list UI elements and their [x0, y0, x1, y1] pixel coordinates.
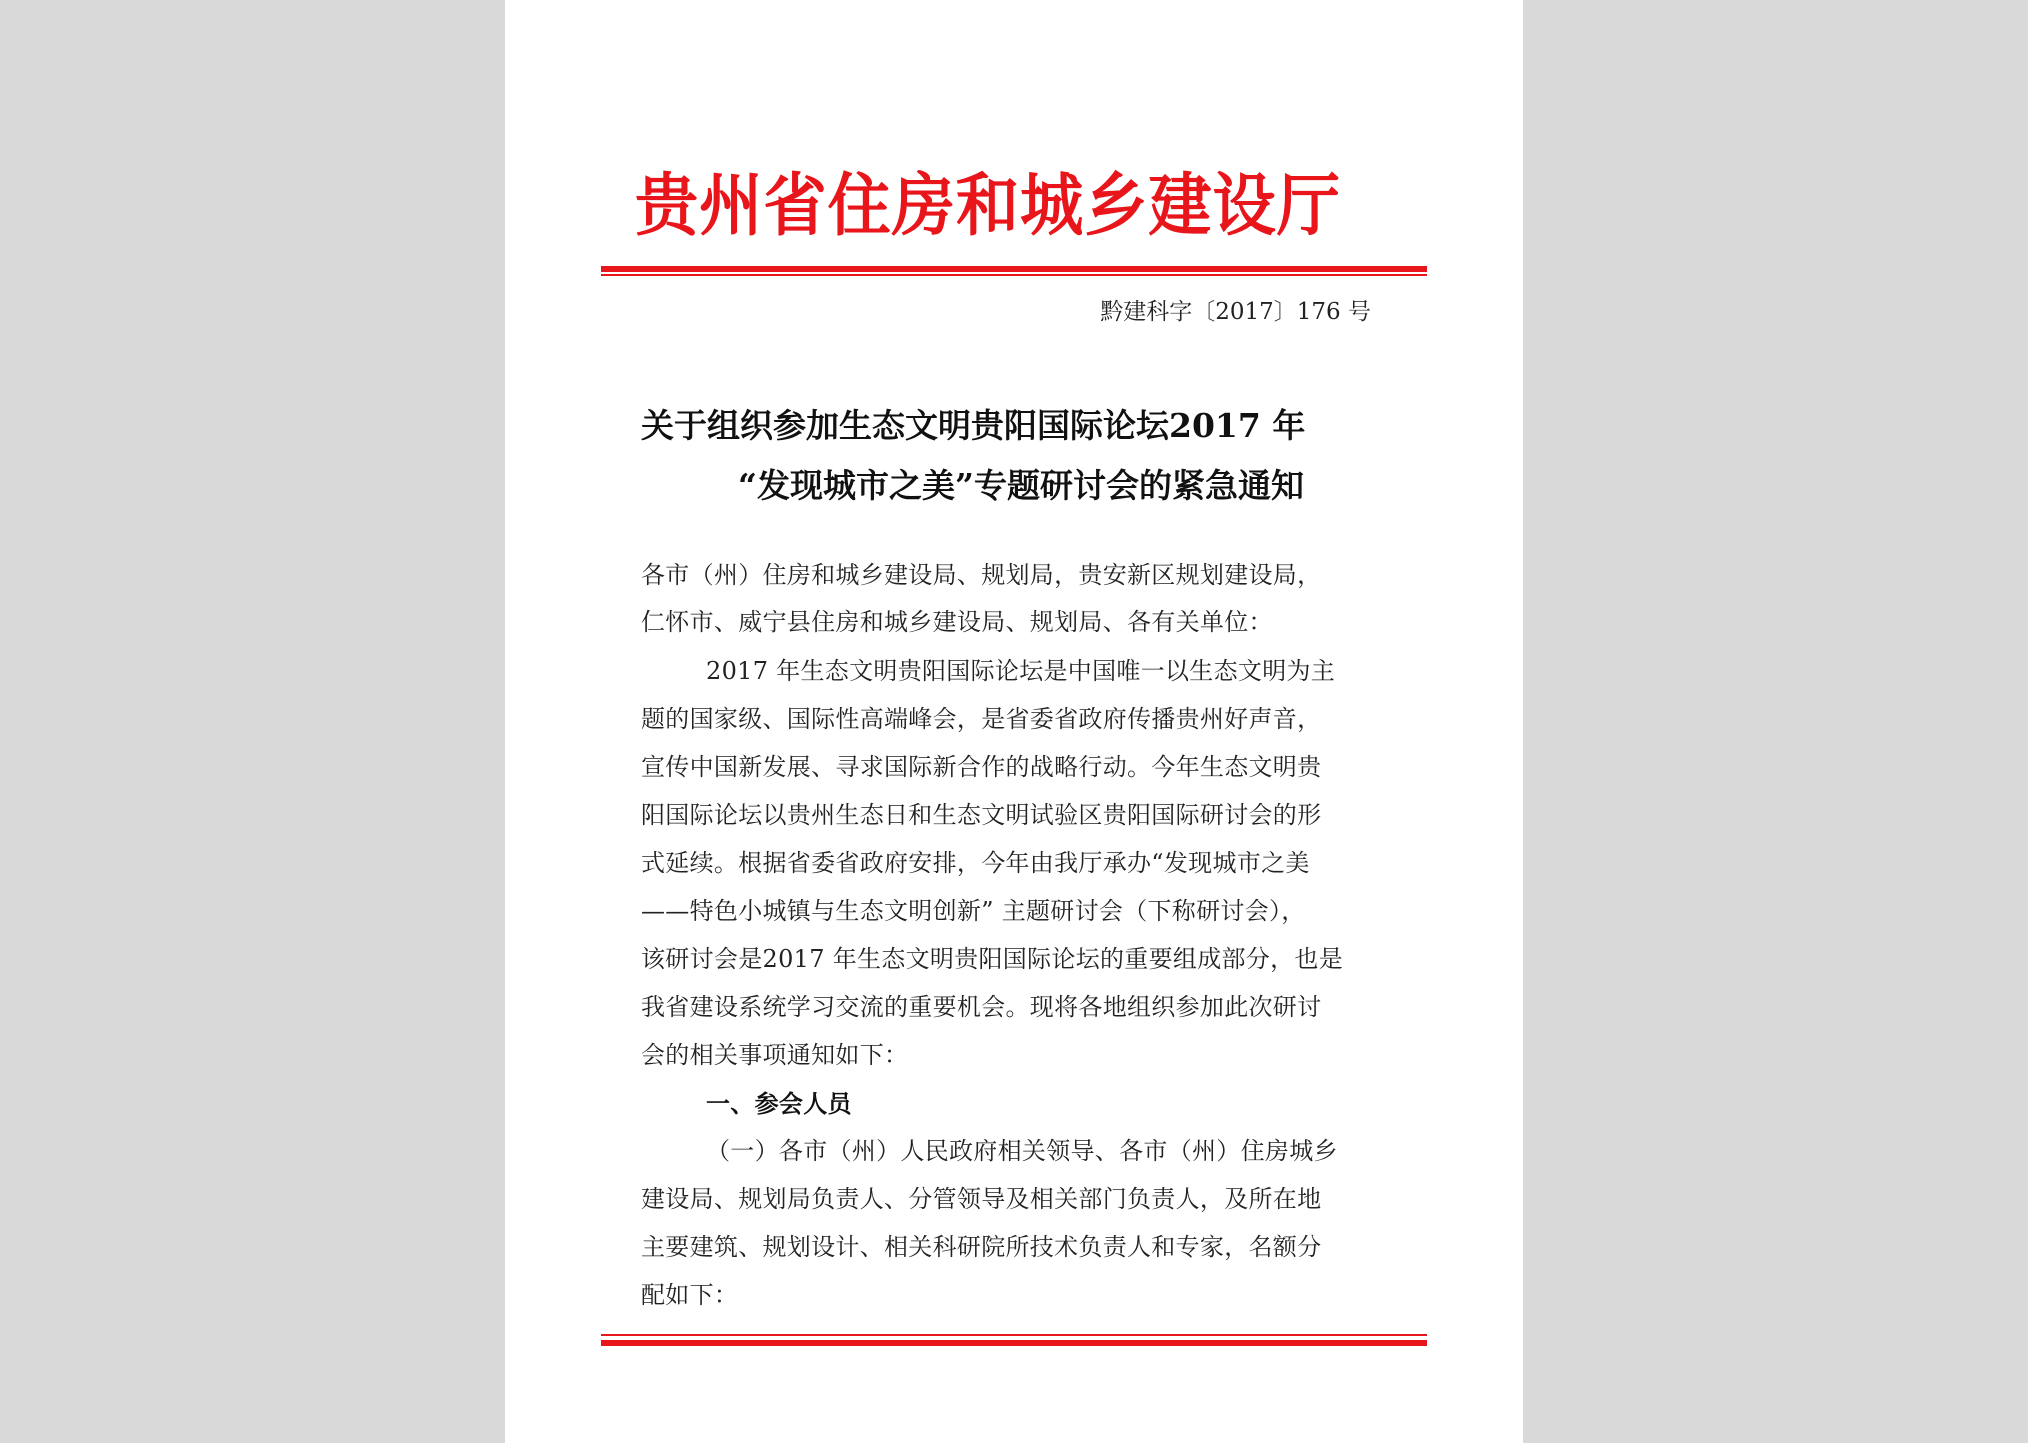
- paragraph-line: 阳国际论坛以贵州生态日和生态文明试验区贵阳国际研讨会的形: [641, 801, 1322, 829]
- footer-rule-thin: [601, 1334, 1427, 1336]
- document-number: 黔建科字〔2017〕176 号: [1100, 299, 1371, 325]
- notice-title-line-2: “发现城市之美”专题研讨会的紧急通知: [738, 466, 1304, 505]
- paragraph-line: 该研讨会是2017 年生态文明贵阳国际论坛的重要组成部分，也是: [641, 945, 1344, 973]
- document-page: [505, 0, 1523, 1443]
- notice-title-line-1: 关于组织参加生态文明贵阳国际论坛2017 年: [641, 406, 1306, 445]
- paragraph-line: 题的国家级、国际性高端峰会，是省委省政府传播贵州好声音，: [641, 705, 1322, 733]
- header-rule-thick: [601, 266, 1427, 272]
- footer-rule-thick: [601, 1340, 1427, 1346]
- paragraph-line: 式延续。根据省委省政府安排，今年由我厅承办“发现城市之美: [641, 849, 1310, 877]
- item-line: 主要建筑、规划设计、相关科研院所技术负责人和专家，名额分: [641, 1233, 1322, 1261]
- addressee-line-1: 各市（州）住房和城乡建设局、规划局，贵安新区规划建设局，: [641, 561, 1322, 589]
- paragraph-line: 2017 年生态文明贵阳国际论坛是中国唯一以生态文明为主: [706, 657, 1336, 685]
- item-line: 配如下：: [641, 1281, 739, 1309]
- paragraph-line: 会的相关事项通知如下：: [641, 1041, 909, 1069]
- issuer-heading: 贵州省住房和城乡建设厅: [635, 166, 1341, 246]
- section-heading: 一、参会人员: [706, 1089, 852, 1118]
- paragraph-line: ——特色小城镇与生态文明创新” 主题研讨会（下称研讨会），: [641, 897, 1306, 925]
- paragraph-line: 我省建设系统学习交流的重要机会。现将各地组织参加此次研讨: [641, 993, 1322, 1021]
- header-rule-thin: [601, 274, 1427, 276]
- item-line: （一）各市（州）人民政府相关领导、各市（州）住房城乡: [706, 1137, 1338, 1165]
- addressee-line-2: 仁怀市、威宁县住房和城乡建设局、规划局、各有关单位：: [641, 608, 1273, 636]
- item-line: 建设局、规划局负责人、分管领导及相关部门负责人，及所在地: [641, 1185, 1322, 1213]
- paragraph-line: 宣传中国新发展、寻求国际新合作的战略行动。今年生态文明贵: [641, 753, 1322, 781]
